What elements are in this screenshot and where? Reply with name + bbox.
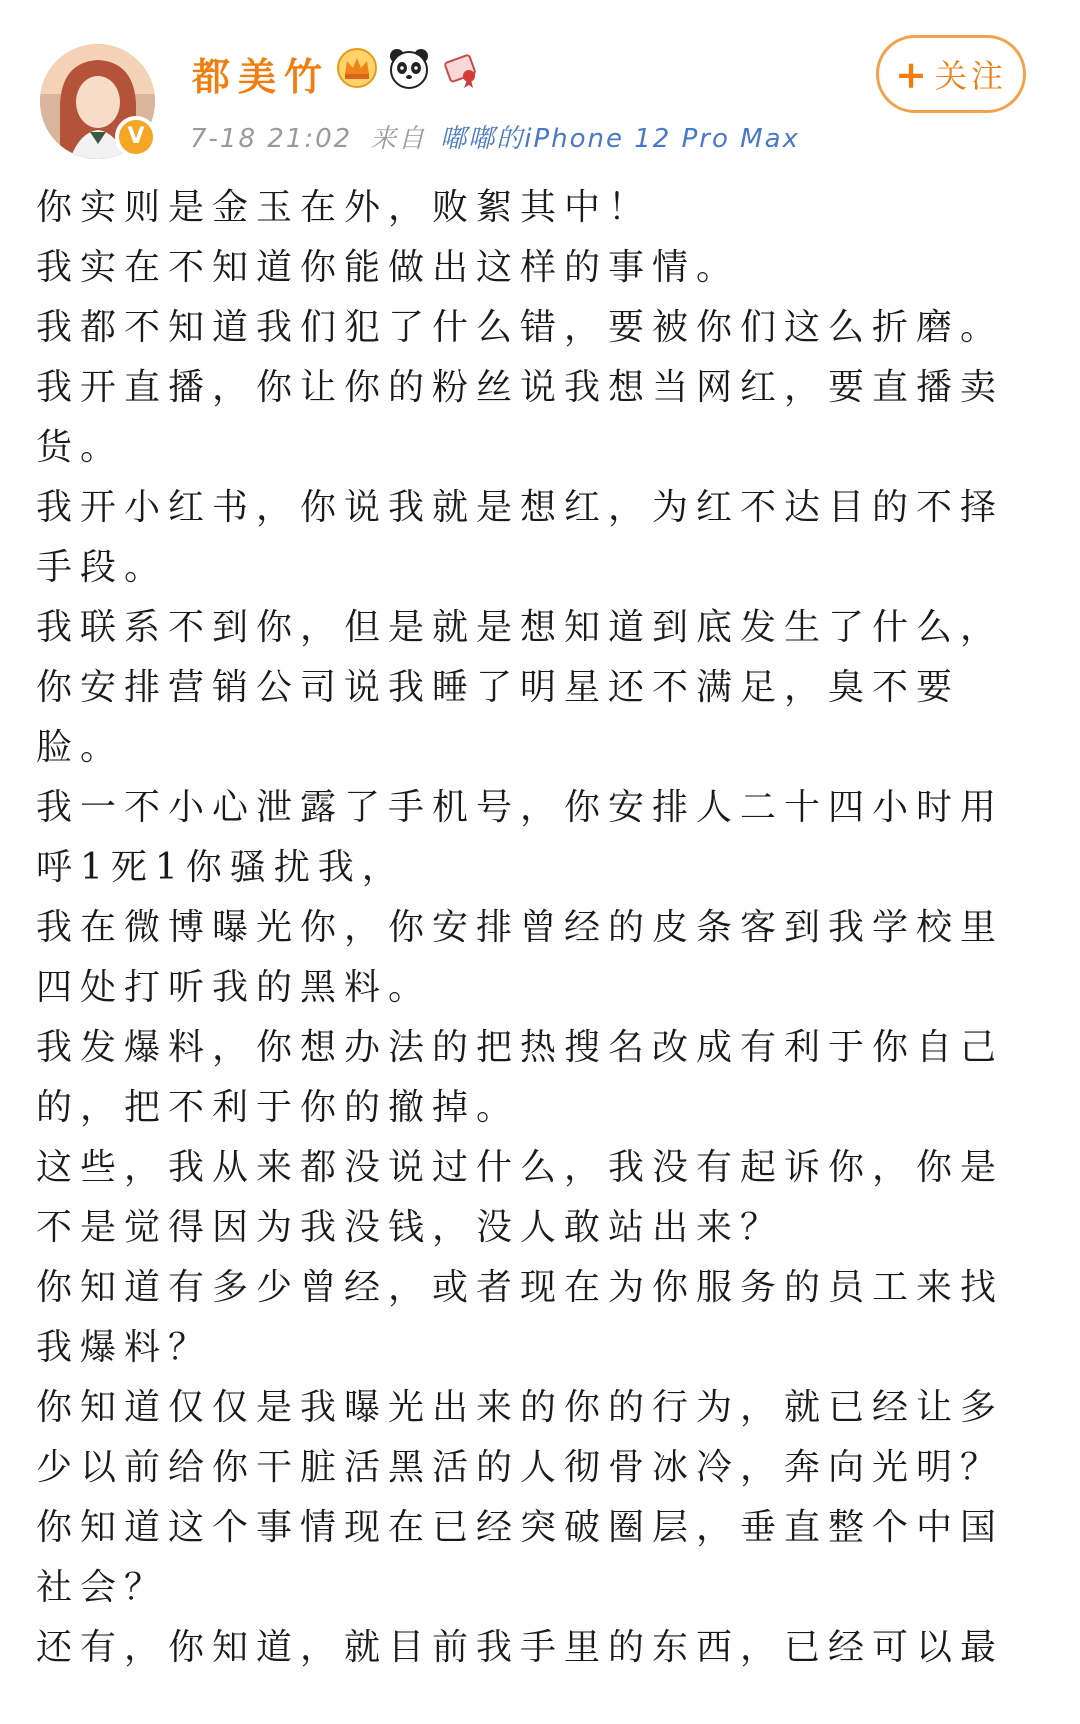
post-text-line: 货。 (36, 427, 125, 468)
post-text-line: 少以前给你干脏活黑活的人彻骨冰冷，奔向光明？ (36, 1447, 1005, 1488)
post-text-line: 的，把不利于你的撤掉。 (36, 1087, 521, 1128)
post-text-line: 你实则是金玉在外，败絮其中！ (36, 187, 653, 228)
post-timestamp: 7-18 21:02 (190, 124, 353, 154)
post-text-line: 你安排营销公司说我睡了明星还不满足，臭不要 (36, 667, 961, 708)
post-text-line: 不是觉得因为我没钱，没人敢站出来？ (36, 1207, 785, 1248)
follow-button-label: 关注 (934, 57, 1007, 95)
post-text-line: 我联系不到你，但是就是想知道到底发生了什么， (36, 607, 1005, 648)
follow-button[interactable] (876, 35, 1026, 113)
post-text-line: 社会？ (36, 1567, 169, 1608)
post-text-line: 还有，你知道，就目前我手里的东西，已经可以最 (36, 1627, 1005, 1668)
post-text-line: 我开直播，你让你的粉丝说我想当网红，要直播卖 (36, 367, 1005, 408)
post-device-link[interactable]: 嘟嘟的iPhone 12 Pro Max (440, 124, 800, 154)
panda-icon (387, 46, 431, 90)
post-text-line: 我实在不知道你能做出这样的事情。 (36, 247, 741, 288)
post-meta (190, 118, 800, 155)
post-text-line: 你知道仅仅是我曝光出来的你的行为，就已经让多 (36, 1387, 1005, 1428)
plus-icon: + (895, 51, 931, 97)
post-text-line: 你知道这个事情现在已经突破圈层，垂直整个中国 (36, 1507, 1005, 1548)
scroll-icon (439, 46, 483, 90)
author-badges (335, 46, 483, 90)
post-body (36, 178, 1046, 1678)
post-text-line: 四处打听我的黑料。 (36, 967, 433, 1008)
post-text-line: 脸。 (36, 727, 125, 768)
post-text-line: 呼1死1你骚扰我， (36, 847, 406, 888)
post-source-prefix: 来自 (370, 124, 427, 154)
crown-icon (335, 46, 379, 90)
post-header (0, 0, 1080, 160)
post-text-line: 这些，我从来都没说过什么，我没有起诉你，你是 (36, 1147, 1005, 1188)
post-text-line: 我一不小心泄露了手机号，你安排人二十四小时用 (36, 787, 1005, 828)
author-name[interactable]: 都美竹 (192, 54, 331, 99)
post-text-line: 手段。 (36, 547, 169, 588)
post-text-line: 我在微博曝光你，你安排曾经的皮条客到我学校里 (36, 907, 1005, 948)
post-text-line: 我爆料？ (36, 1327, 213, 1368)
post-text-line: 我开小红书，你说我就是想红，为红不达目的不择 (36, 487, 1005, 528)
post-text-line: 你知道有多少曾经，或者现在为你服务的员工来找 (36, 1267, 1005, 1308)
post-text-line: 我都不知道我们犯了什么错，要被你们这么折磨。 (36, 307, 1005, 348)
verified-v-icon: V (115, 116, 157, 158)
post-text-line: 我发爆料，你想办法的把热搜名改成有利于你自己 (36, 1027, 1005, 1068)
